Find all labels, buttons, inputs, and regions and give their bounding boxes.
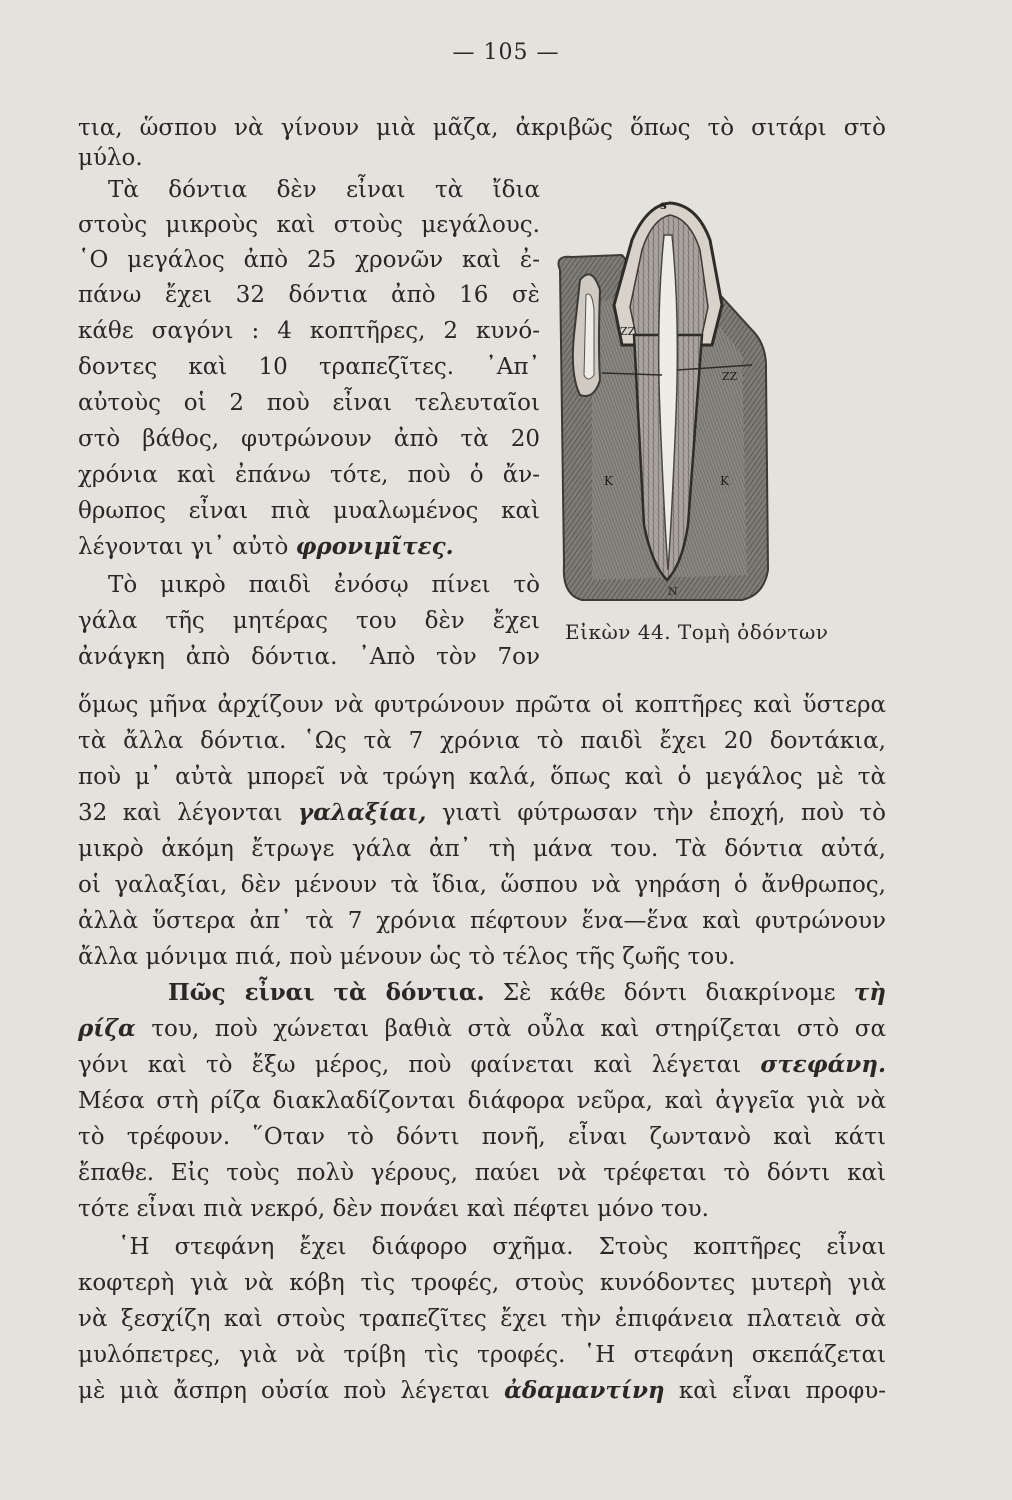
emphasis-term: ἀδαμαντίνη bbox=[504, 1377, 665, 1404]
tooth-section-figure bbox=[552, 195, 790, 610]
text-line: μικρὸ ἀκόμη ἔτρωγε γάλα ἀπ᾽ τὴ μάνα του. Τὰ δόντια αὐτά, bbox=[78, 836, 886, 862]
text-line: ἀνάγκη ἀπὸ δόντια. ᾽Απὸ τὸν 7ον bbox=[78, 644, 540, 670]
text-line: οἱ γαλαξίαι, δὲν μένουν τὰ ἴδια, ὥσπου νὰ γηράση ὁ ἄνθρωπος, bbox=[78, 872, 886, 898]
text-line: Μέσα στὴ ρίζα διακλαδίζονται διάφορα νεῦρα, καὶ ἀγγεῖα γιὰ νὰ bbox=[78, 1088, 886, 1114]
emphasis-term: γαλαξίαι, bbox=[298, 799, 427, 826]
text-line: ἔπαθε. Εἰς τοὺς πολὺ γέρους, παύει νὰ τρέφεται τὸ δόντι καὶ bbox=[78, 1160, 886, 1186]
text-segment: μὲ μιὰ ἄσπρη οὐσία ποὺ λέγεται bbox=[78, 1378, 505, 1404]
text-segment: Σὲ κάθε δόντι διακρίνομε bbox=[484, 980, 854, 1006]
emphasis-term: τὴ bbox=[853, 979, 886, 1006]
emphasis-term: φρονιμῖτες. bbox=[295, 533, 454, 560]
figure-label-n: N bbox=[668, 585, 678, 598]
text-line: κάθε σαγόνι : 4 κοπτῆρες, 2 κυνό- bbox=[78, 318, 540, 344]
text-line: ἄλλα μόνιμα πιά, ποὺ μένουν ὡς τὸ τέλος τῆς ζωῆς του. bbox=[78, 944, 736, 970]
text-segment: γιατὶ φύτρωσαν τὴν ἐποχή, ποὺ τὸ bbox=[426, 800, 886, 826]
text-line: νὰ ξεσχίζη καὶ στοὺς τραπεζῖτες ἔχει τὴν ἐπιφάνεια πλατειὰ σὰ bbox=[78, 1306, 886, 1332]
figure-label-k-right: K bbox=[720, 474, 729, 488]
emphasis-term: ρίζα bbox=[78, 1015, 136, 1042]
text-line: τια, ὥσπου νὰ γίνουν μιὰ μᾶζα, ἀκριβῶς ὅπως τὸ σιτάρι στὸ bbox=[78, 115, 886, 141]
text-segment: 32 καὶ λέγονται bbox=[78, 800, 299, 826]
tooth-section-illustration bbox=[552, 195, 790, 610]
text-line: ὅμως μῆνα ἀρχίζουν νὰ φυτρώνουν πρῶτα οἱ κοπτῆρες καὶ ὕστερα bbox=[78, 692, 886, 718]
emphasis-term: στεφάνη. bbox=[760, 1051, 886, 1078]
text-segment: λέγονται γι᾽ αὐτὸ bbox=[78, 534, 296, 560]
text-line: τὸ τρέφουν. ῞Οταν τὸ δόντι πονῆ, εἶναι ζωντανὸ καὶ κάτι bbox=[78, 1124, 886, 1150]
text-line: μυλόπετρες, γιὰ νὰ τρίβη τὶς τροφές. ῾Η στεφάνη σκεπάζεται bbox=[78, 1342, 886, 1368]
text-line: τὰ ἄλλα δόντια. ῾Ως τὰ 7 χρόνια τὸ παιδὶ ἔχει 20 δοντάκια, bbox=[78, 728, 886, 754]
page-number: — 105 — bbox=[452, 40, 560, 65]
text-line: θρωπος εἶναι πιὰ μυαλωμένος καὶ bbox=[78, 498, 540, 524]
figure-label-k-left: K bbox=[604, 474, 613, 488]
text-line: Τὰ δόντια δὲν εἶναι τὰ ἴδια bbox=[108, 177, 540, 203]
text-line: γάλα τῆς μητέρας του δὲν ἔχει bbox=[78, 608, 540, 634]
text-line bbox=[168, 978, 886, 1008]
text-segment: καὶ εἶναι προφυ- bbox=[664, 1378, 886, 1404]
text-segment: του, ποὺ χώνεται βαθιὰ στὰ οὖλα καὶ στηρίζεται στὸ σα bbox=[135, 1016, 886, 1042]
text-segment: γόνι καὶ τὸ ἔξω μέρος, ποὺ φαίνεται καὶ λέγεται bbox=[78, 1052, 761, 1078]
text-line bbox=[78, 1050, 886, 1080]
figure-caption: Εἰκὼν 44. Τομὴ ὀδόντων bbox=[565, 620, 829, 644]
text-line: ἀλλὰ ὕστερα ἀπ᾽ τὰ 7 χρόνια πέφτουν ἕνα—ἕνα καὶ φυτρώνουν bbox=[78, 908, 886, 934]
text-line: ποὺ μ᾽ αὐτὰ μπορεῖ νὰ τρώγη καλά, ὅπως καὶ ὁ μεγάλος μὲ τὰ bbox=[78, 764, 886, 790]
text-line bbox=[78, 798, 886, 828]
text-line bbox=[78, 1014, 886, 1044]
text-line: κοφτερὴ γιὰ νὰ κόβη τὶς τροφές, στοὺς κυνόδοντες μυτερὴ γιὰ bbox=[78, 1270, 886, 1296]
text-line: αὐτοὺς οἱ 2 ποὺ εἶναι τελευταῖοι bbox=[78, 390, 540, 416]
text-line: τότε εἶναι πιὰ νεκρό, δὲν πονάει καὶ πέφτει μόνο του. bbox=[78, 1196, 709, 1222]
figure-label-s: s bbox=[660, 198, 667, 212]
text-line: δοντες καὶ 10 τραπεζῖτες. ᾽Απ᾽ bbox=[78, 354, 540, 380]
figure-label-zz-right: ZZ bbox=[722, 370, 738, 383]
figure-label-zz-left: ZZ bbox=[620, 325, 636, 338]
text-line: στὸ βάθος, φυτρώνουν ἀπὸ τὰ 20 bbox=[78, 426, 540, 452]
text-line: χρόνια καὶ ἐπάνω τότε, ποὺ ὁ ἄν- bbox=[78, 462, 540, 488]
section-heading: Πῶς εἶναι τὰ δόντια. bbox=[168, 979, 485, 1006]
text-line: ῾Η στεφάνη ἔχει διάφορο σχῆμα. Στοὺς κοπτῆρες εἶναι bbox=[118, 1234, 886, 1260]
text-line: ῾Ο μεγάλος ἀπὸ 25 χρονῶν καὶ ἐ- bbox=[78, 247, 540, 273]
text-line bbox=[78, 1376, 886, 1406]
text-line: Τὸ μικρὸ παιδὶ ἐνόσῳ πίνει τὸ bbox=[108, 572, 540, 598]
text-line: πάνω ἔχει 32 δόντια ἀπὸ 16 σὲ bbox=[78, 282, 540, 308]
text-line bbox=[78, 532, 454, 562]
text-line: μύλο. bbox=[78, 145, 143, 171]
text-line: στοὺς μικροὺς καὶ στοὺς μεγάλους. bbox=[78, 212, 540, 238]
